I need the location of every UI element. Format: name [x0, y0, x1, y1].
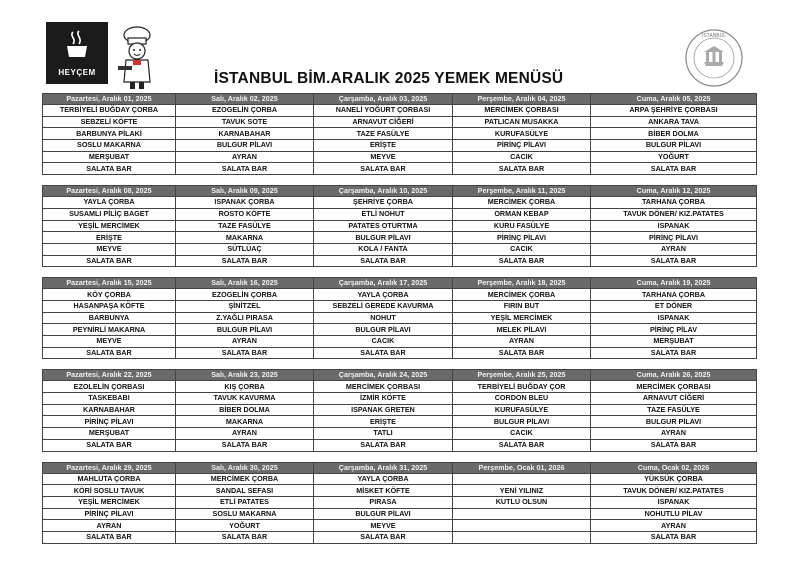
menu-cell: SALATA BAR [591, 163, 757, 175]
menu-cell: ERİŞTE [314, 140, 453, 152]
menu-cell: TATLI [314, 428, 453, 440]
menu-cell: TASKEBABI [43, 393, 176, 405]
menu-cell: YEŞİL MERCİMEK [453, 312, 591, 324]
day-header: Salı, Aralık 02, 2025 [176, 94, 314, 105]
menu-row [43, 381, 757, 393]
menu-cell: TAZE FASÜLYE [314, 128, 453, 140]
menu-cell: PİRİNÇ PİLAVI [453, 140, 591, 152]
menu-cell: ETLİ PATATES [176, 496, 314, 508]
menu-row [43, 496, 757, 508]
menu-cell: SOSLU MAKARNA [43, 140, 176, 152]
spacer-cell [453, 451, 591, 462]
menu-cell: NOHUTLU PİLAV [591, 508, 757, 520]
steam-pot-icon [66, 30, 88, 58]
week-header-row [43, 94, 757, 105]
menu-row [43, 197, 757, 209]
menu-cell: ERİŞTE [314, 416, 453, 428]
menu-cell: ISPANAK [591, 496, 757, 508]
spacer-cell [314, 267, 453, 278]
menu-cell: KARNABAHAR [176, 128, 314, 140]
menu-cell: MERCİMEK ÇORBA [453, 197, 591, 209]
menu-cell: AYRAN [176, 151, 314, 163]
menu-cell: AYRAN [591, 520, 757, 532]
menu-cell: MERCİMEK ÇORBASI [314, 381, 453, 393]
menu-row [43, 289, 757, 301]
menu-cell: KUTLU OLSUN [453, 496, 591, 508]
menu-cell: PİRİNÇ PİLAVI [43, 508, 176, 520]
menu-row [43, 508, 757, 520]
menu-cell: AYRAN [176, 336, 314, 348]
day-header: Salı, Aralık 09, 2025 [176, 186, 314, 197]
menu-row [43, 324, 757, 336]
week-header-row [43, 186, 757, 197]
menu-cell: CACIK [453, 243, 591, 255]
day-header: Salı, Aralık 16, 2025 [176, 278, 314, 289]
menu-cell: SALATA BAR [314, 255, 453, 267]
week-spacer [43, 267, 757, 278]
menu-cell: İZMİR KÖFTE [314, 393, 453, 405]
menu-cell: PEYNİRLİ MAKARNA [43, 324, 176, 336]
spacer-cell [314, 451, 453, 462]
menu-cell: ISPANAK ÇORBA [176, 197, 314, 209]
menu-cell: Z.YAĞLI PIRASA [176, 312, 314, 324]
menu-cell: SALATA BAR [453, 163, 591, 175]
menu-cell: ERİŞTE [43, 232, 176, 244]
menu-row [43, 163, 757, 175]
day-header: Salı, Aralık 23, 2025 [176, 370, 314, 381]
spacer-cell [591, 451, 757, 462]
menu-cell: NOHUT [314, 312, 453, 324]
day-header: Çarşamba, Aralık 31, 2025 [314, 462, 453, 473]
menu-cell: ISPANAK [591, 312, 757, 324]
menu-cell: BULGUR PİLAVI [591, 140, 757, 152]
day-header: Çarşamba, Aralık 24, 2025 [314, 370, 453, 381]
menu-cell: PATLICAN MUSAKKA [453, 116, 591, 128]
menu-row [43, 312, 757, 324]
menu-cell: MİSKET KÖFTE [314, 485, 453, 497]
menu-cell: ARPA ŞEHRİYE ÇORBASI [591, 105, 757, 117]
week-header-row [43, 462, 757, 473]
menu-cell: YAYLA ÇORBA [314, 289, 453, 301]
menu-cell: MAHLUTA ÇORBA [43, 473, 176, 485]
menu-cell: MERŞUBAT [43, 151, 176, 163]
menu-row [43, 520, 757, 532]
menu-table [42, 93, 757, 544]
menu-cell: TAVUK DÖNER/ KIZ.PATATES [591, 208, 757, 220]
spacer-cell [591, 175, 757, 186]
menu-cell: MEYVE [43, 336, 176, 348]
menu-row [43, 404, 757, 416]
menu-cell: KURUFASÜLYE [453, 404, 591, 416]
menu-row [43, 485, 757, 497]
menu-cell: SALATA BAR [176, 163, 314, 175]
menu-cell: ŞEHRİYE ÇORBA [314, 197, 453, 209]
menu-cell: SALATA BAR [176, 531, 314, 543]
menu-cell: KÖRİ SOSLU TAVUK [43, 485, 176, 497]
day-header: Pazartesi, Aralık 15, 2025 [43, 278, 176, 289]
menu-cell: TAVUK KAVURMA [176, 393, 314, 405]
menu-cell [453, 473, 591, 485]
menu-cell: ET DÖNER [591, 300, 757, 312]
menu-cell: SALATA BAR [43, 255, 176, 267]
week-spacer [43, 175, 757, 186]
menu-cell: TAZE FASÜLYE [176, 220, 314, 232]
spacer-cell [176, 267, 314, 278]
menu-cell: YOĞURT [591, 151, 757, 163]
menu-cell: SANDAL SEFASI [176, 485, 314, 497]
menu-cell: AYRAN [453, 336, 591, 348]
menu-cell: NANELİ YOĞURT ÇORBASI [314, 105, 453, 117]
menu-cell: TERBİYELİ BUĞDAY ÇOR [453, 381, 591, 393]
day-header: Pazartesi, Aralık 01, 2025 [43, 94, 176, 105]
menu-cell: SALATA BAR [591, 439, 757, 451]
seal-text-top: İSTANBUL [701, 33, 727, 39]
menu-row [43, 300, 757, 312]
menu-cell: TARHANA ÇORBA [591, 197, 757, 209]
menu-cell: ROSTO KÖFTE [176, 208, 314, 220]
menu-cell: SALATA BAR [453, 255, 591, 267]
menu-cell: SALATA BAR [43, 439, 176, 451]
menu-cell: PIRASA [314, 496, 453, 508]
menu-cell: PİRİNÇ PİLAVI [43, 416, 176, 428]
spacer-cell [176, 451, 314, 462]
menu-cell: ANKARA TAVA [591, 116, 757, 128]
menu-cell: KURU FASÜLYE [453, 220, 591, 232]
day-header: Perşembe, Ocak 01, 2026 [453, 462, 591, 473]
menu-cell: SOSLU MAKARNA [176, 508, 314, 520]
menu-cell: YEŞİL MERCİMEK [43, 496, 176, 508]
menu-cell: KOLA / FANTA [314, 243, 453, 255]
day-header: Cuma, Aralık 26, 2025 [591, 370, 757, 381]
menu-cell: SALATA BAR [43, 531, 176, 543]
menu-cell: MERCİMEK ÇORBASI [591, 381, 757, 393]
menu-cell: ISPANAK GRETEN [314, 404, 453, 416]
menu-cell: KURUFASÜLYE [453, 128, 591, 140]
day-header: Pazartesi, Aralık 29, 2025 [43, 462, 176, 473]
day-header: Cuma, Ocak 02, 2026 [591, 462, 757, 473]
menu-cell: MERŞUBAT [43, 428, 176, 440]
menu-cell: YENİ YILINIZ [453, 485, 591, 497]
spacer-cell [453, 359, 591, 370]
menu-cell: YEŞİL MERCİMEK [43, 220, 176, 232]
menu-cell: FIRIN BUT [453, 300, 591, 312]
menu-cell: MERCİMEK ÇORBA [453, 289, 591, 301]
menu-cell: MEYVE [43, 243, 176, 255]
day-header: Cuma, Aralık 05, 2025 [591, 94, 757, 105]
menu-row [43, 232, 757, 244]
menu-cell: SALATA BAR [43, 347, 176, 359]
heycem-logo [46, 22, 108, 84]
menu-row [43, 105, 757, 117]
menu-row [43, 140, 757, 152]
menu-row [43, 220, 757, 232]
menu-row [43, 243, 757, 255]
spacer-cell [176, 175, 314, 186]
menu-cell: SALATA BAR [176, 255, 314, 267]
menu-cell: BARBUNYA [43, 312, 176, 324]
menu-cell: SÜTLÜAÇ [176, 243, 314, 255]
menu-row [43, 347, 757, 359]
day-header: Perşembe, Aralık 11, 2025 [453, 186, 591, 197]
menu-cell: SALATA BAR [453, 439, 591, 451]
menu-cell: BULGUR PİLAVI [176, 140, 314, 152]
menu-cell: SEBZELİ KÖFTE [43, 116, 176, 128]
menu-cell: SEBZELİ GEREDE KAVURMA [314, 300, 453, 312]
logo-text: HEYÇEM [58, 68, 96, 77]
menu-cell: SALATA BAR [314, 439, 453, 451]
menu-cell: SALATA BAR [314, 531, 453, 543]
menu-cell: YÜKSÜK ÇORBA [591, 473, 757, 485]
day-header: Perşembe, Aralık 04, 2025 [453, 94, 591, 105]
menu-row [43, 208, 757, 220]
menu-row [43, 128, 757, 140]
menu-cell: TAZE FASÜLYE [591, 404, 757, 416]
menu-cell [453, 531, 591, 543]
menu-cell: MERŞUBAT [591, 336, 757, 348]
menu-row [43, 416, 757, 428]
menu-cell: TAVUK SOTE [176, 116, 314, 128]
menu-row [43, 116, 757, 128]
menu-cell: PATATES OTURTMA [314, 220, 453, 232]
spacer-cell [176, 359, 314, 370]
day-header: Çarşamba, Aralık 17, 2025 [314, 278, 453, 289]
menu-cell: PİRİNÇ PİLAVI [453, 232, 591, 244]
menu-cell: ORMAN KEBAP [453, 208, 591, 220]
menu-cell: AYRAN [591, 428, 757, 440]
spacer-cell [453, 267, 591, 278]
page-title: İSTANBUL BİM.ARALIK 2025 YEMEK MENÜSÜ [214, 70, 564, 87]
menu-cell: SALATA BAR [314, 347, 453, 359]
menu-cell: ARNAVUT CİĞERİ [591, 393, 757, 405]
menu-cell: EZOLELİN ÇORBASI [43, 381, 176, 393]
week-spacer [43, 451, 757, 462]
menu-cell: ARNAVUT CİĞERİ [314, 116, 453, 128]
menu-cell: MELEK PİLAVI [453, 324, 591, 336]
spacer-cell [314, 175, 453, 186]
menu-cell: MAKARNA [176, 232, 314, 244]
menu-cell: AYRAN [176, 428, 314, 440]
menu-cell: MEYVE [314, 520, 453, 532]
menu-cell: SALATA BAR [591, 255, 757, 267]
menu-cell: CACIK [453, 151, 591, 163]
menu-cell: YAYLA ÇORBA [314, 473, 453, 485]
menu-row [43, 151, 757, 163]
menu-cell [453, 520, 591, 532]
menu-cell: PİRİNÇ PİLAV [591, 324, 757, 336]
week-header-row [43, 278, 757, 289]
menu-cell: KARNABAHAR [43, 404, 176, 416]
menu-cell: AYRAN [43, 520, 176, 532]
menu-cell: TERBİYELİ BUĞDAY ÇORBA [43, 105, 176, 117]
day-header: Pazartesi, Aralık 22, 2025 [43, 370, 176, 381]
menu-cell: TARHANA ÇORBA [591, 289, 757, 301]
spacer-cell [314, 359, 453, 370]
menu-cell: CACIK [453, 428, 591, 440]
menu-cell: BİBER DOLMA [591, 128, 757, 140]
menu-cell: CORDON BLEU [453, 393, 591, 405]
menu-cell: HASANPAŞA KÖFTE [43, 300, 176, 312]
menu-cell: SALATA BAR [591, 347, 757, 359]
menu-cell: SALATA BAR [176, 439, 314, 451]
menu-cell: BULGUR PİLAVI [453, 416, 591, 428]
spacer-cell [43, 451, 176, 462]
menu-cell: YAYLA ÇORBA [43, 197, 176, 209]
menu-cell: EZOGELİN ÇORBA [176, 289, 314, 301]
menu-cell: ISPANAK [591, 220, 757, 232]
menu-cell: TAVUK DÖNER/ KIZ.PATATES [591, 485, 757, 497]
week-header-row [43, 370, 757, 381]
menu-cell [453, 508, 591, 520]
day-header: Cuma, Aralık 19, 2025 [591, 278, 757, 289]
menu-row [43, 336, 757, 348]
menu-cell: BULGUR PİLAVI [176, 324, 314, 336]
menu-cell: MEYVE [314, 151, 453, 163]
menu-cell: KÖY ÇORBA [43, 289, 176, 301]
spacer-cell [43, 359, 176, 370]
menu-cell: MERCİMEK ÇORBASI [453, 105, 591, 117]
day-header: Salı, Aralık 30, 2025 [176, 462, 314, 473]
menu-cell: BARBUNYA PİLAKİ [43, 128, 176, 140]
spacer-cell [591, 359, 757, 370]
day-header: Çarşamba, Aralık 03, 2025 [314, 94, 453, 105]
chef-illustration-icon [116, 26, 158, 90]
menu-cell: MERCİMEK ÇORBA [176, 473, 314, 485]
menu-cell: EZOGELİN ÇORBA [176, 105, 314, 117]
menu-cell: ŞİNİTZEL [176, 300, 314, 312]
menu-cell: ETLİ NOHUT [314, 208, 453, 220]
week-spacer [43, 359, 757, 370]
menu-cell: SUSAMLI PİLİÇ BAGET [43, 208, 176, 220]
menu-cell: PİRİNÇ PİLAVI [591, 232, 757, 244]
menu-row [43, 531, 757, 543]
court-seal-icon [684, 28, 744, 88]
menu-cell: YOĞURT [176, 520, 314, 532]
menu-cell: SALATA BAR [314, 163, 453, 175]
menu-cell: BULGUR PİLAVI [314, 324, 453, 336]
menu-row [43, 255, 757, 267]
spacer-cell [453, 175, 591, 186]
day-header: Pazartesi, Aralık 08, 2025 [43, 186, 176, 197]
day-header: Perşembe, Aralık 18, 2025 [453, 278, 591, 289]
day-header: Perşembe, Aralık 25, 2025 [453, 370, 591, 381]
menu-row [43, 439, 757, 451]
menu-cell: SALATA BAR [176, 347, 314, 359]
menu-cell: BİBER DOLMA [176, 404, 314, 416]
menu-cell: SALATA BAR [453, 347, 591, 359]
menu-cell: BULGUR PİLAVI [314, 508, 453, 520]
menu-cell: BULGUR PİLAVI [314, 232, 453, 244]
menu-cell: AYRAN [591, 243, 757, 255]
menu-cell: SALATA BAR [591, 531, 757, 543]
menu-row [43, 428, 757, 440]
day-header: Çarşamba, Aralık 10, 2025 [314, 186, 453, 197]
menu-cell: BULGUR PİLAVI [591, 416, 757, 428]
menu-cell: SALATA BAR [43, 163, 176, 175]
menu-cell: CACIK [314, 336, 453, 348]
spacer-cell [43, 267, 176, 278]
menu-row [43, 473, 757, 485]
menu-cell: KIŞ ÇORBA [176, 381, 314, 393]
spacer-cell [591, 267, 757, 278]
menu-row [43, 393, 757, 405]
menu-cell: MAKARNA [176, 416, 314, 428]
spacer-cell [43, 175, 176, 186]
day-header: Cuma, Aralık 12, 2025 [591, 186, 757, 197]
